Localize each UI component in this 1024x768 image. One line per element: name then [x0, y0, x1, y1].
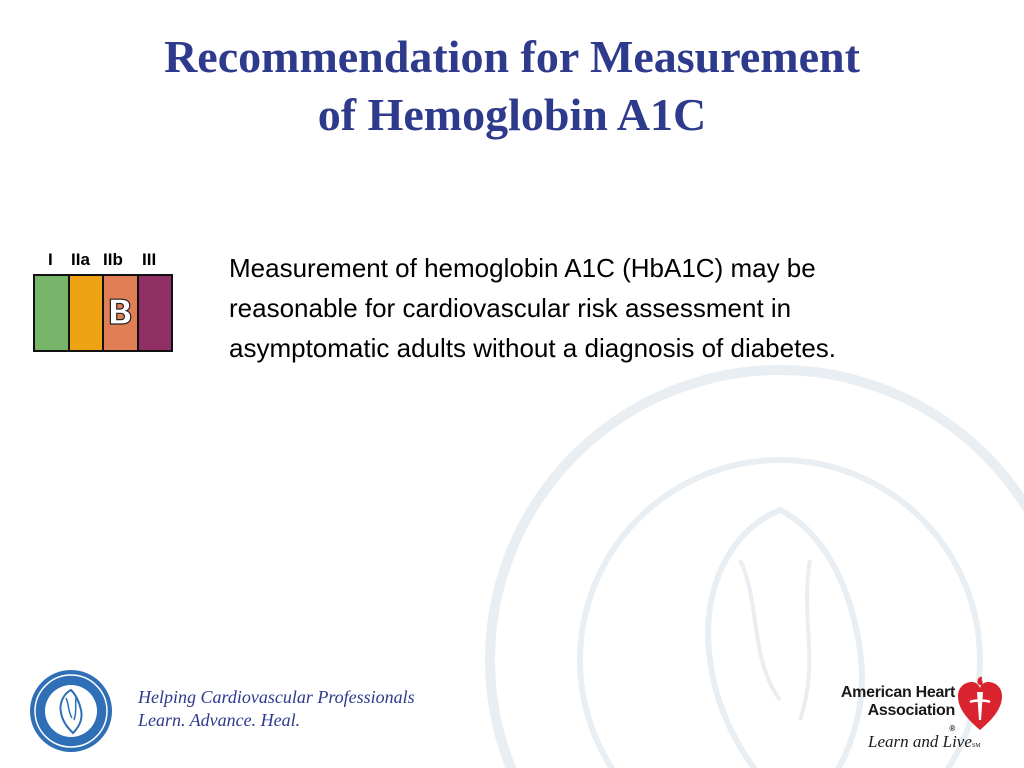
class-labels: [34, 250, 172, 272]
recommendation-class-bar: [33, 274, 173, 352]
class-label-iib: IIb: [103, 250, 123, 269]
class-label-iii: III: [142, 250, 157, 269]
page-title: [0, 28, 1024, 144]
recommendation-text: Measurement of hemoglobin A1C (HbA1C) may be reasonable for cardiovascular risk assessment in asymptomatic adults without a diagnosis of diabetes.: [229, 253, 837, 363]
acc-tagline: [138, 686, 415, 732]
acc-seal-icon: [28, 668, 114, 754]
title-line-2: of Hemoglobin A1C: [317, 89, 707, 140]
class-cell-iii: [139, 276, 172, 350]
acc-tagline-line-2: Learn. Advance. Heal.: [138, 710, 301, 730]
heart-torch-icon: [956, 676, 1004, 732]
acc-tagline-line-1: Helping Cardiovascular Professionals: [138, 687, 415, 707]
aha-name: [830, 684, 955, 738]
class-cell-iia: [70, 276, 105, 350]
title-line-1: Recommendation for Measurement: [164, 31, 860, 82]
class-label-iia: IIa: [71, 250, 90, 269]
aha-name-line-1: American Heart: [840, 684, 955, 701]
class-cell-iib-selected: [104, 276, 139, 350]
aha-name-line-2: Association ®: [867, 702, 955, 733]
class-label-i: I: [48, 250, 53, 269]
class-cell-i: [35, 276, 70, 350]
aha-footer: [830, 676, 1010, 758]
level-of-evidence-badge: B: [107, 293, 134, 333]
acc-footer: [28, 668, 448, 758]
aha-slogan: Learn and LiveSM: [868, 732, 981, 751]
